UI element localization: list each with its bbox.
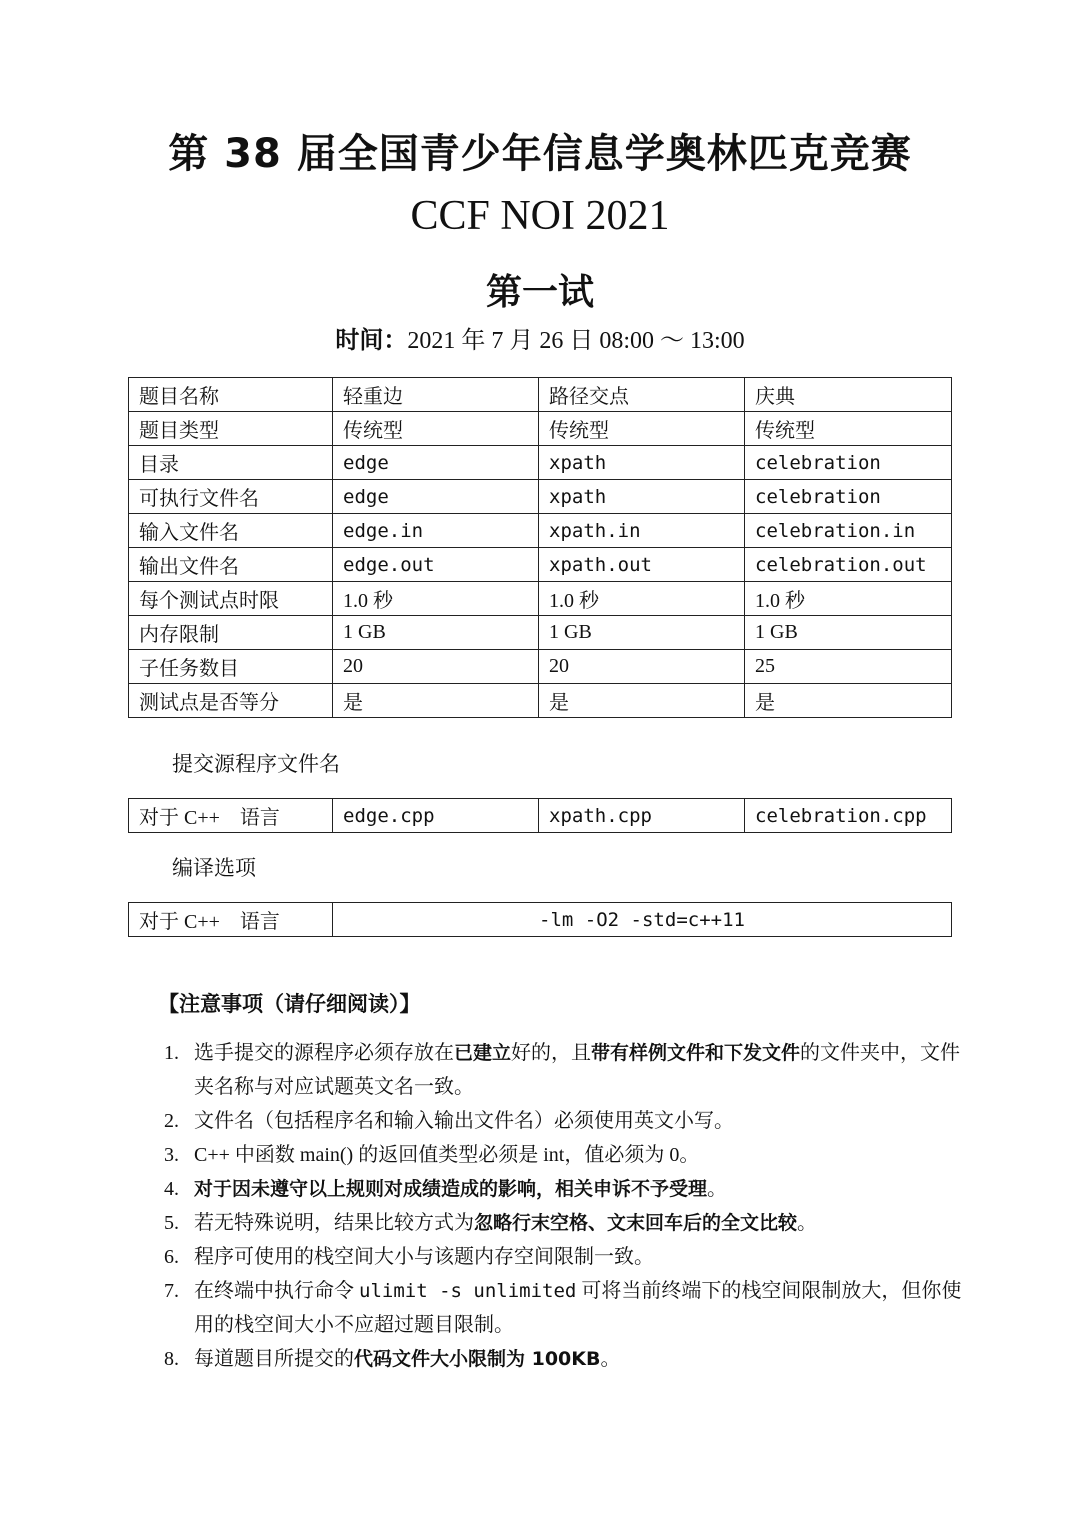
table-cell: 庆典 [745,378,952,412]
table-cell: xpath.in [539,514,745,548]
table-row [129,616,952,650]
table-cell: 是 [333,684,539,718]
table-row [129,582,952,616]
note-text: 文件名（包括程序名和输入输出文件名）必须使用英文小写。 [194,1110,734,1132]
row-label: 输出文件名 [129,548,333,582]
list-item [164,1274,964,1342]
compile-section-label: 编译选项 [172,856,256,880]
time-value: 2021 年 7 月 26 日 08:00 ～ 13:00 [407,328,745,354]
list-number: 6. [164,1246,179,1268]
table-cell: 1.0 秒 [745,582,952,616]
list-number: 5. [164,1212,179,1234]
note-text: 程序可使用的栈空间大小与该题内存空间限制一致。 [194,1246,654,1268]
compile-options: -lm -O2 -std=c++11 [333,903,952,937]
contest-time [0,320,1080,355]
table-cell: xpath [539,480,745,514]
table-row [129,446,952,480]
table-cell: celebration.cpp [745,799,952,833]
row-label: 对于 C++ 语言 [129,799,333,833]
list-item [164,1206,964,1240]
bold-text: 对于因未遵守以上规则对成绩造成的影响，相关申诉不予受理 [194,1178,708,1200]
list-item [164,1104,964,1138]
bold-text: 带有样例文件和下发文件 [591,1042,801,1064]
table-cell: 是 [539,684,745,718]
table-row [129,514,952,548]
table-cell: 传统型 [745,412,952,446]
row-label: 题目名称 [129,378,333,412]
table-cell: 25 [745,650,952,684]
table-cell: edge.cpp [333,799,539,833]
table-cell: xpath.out [539,548,745,582]
contest-title-en: CCF NOI 2021 [410,193,670,239]
table-cell: 1 GB [745,616,952,650]
table-cell: celebration.out [745,548,952,582]
table-cell: edge [333,480,539,514]
code-text: ulimit -s unlimited [359,1280,577,1302]
note-text: 选手提交的源程序必须存放在 [194,1042,454,1064]
list-item [164,1036,964,1104]
table-cell: edge [333,446,539,480]
table-cell: 传统型 [333,412,539,446]
note-text: 每道题目所提交的 [194,1348,354,1370]
notes-title: 【注意事项（请仔细阅读）】 [158,992,421,1016]
list-item [164,1172,964,1206]
list-number: 2. [164,1110,179,1132]
table-row [129,378,952,412]
table-cell: xpath [539,446,745,480]
table-cell: 是 [745,684,952,718]
list-number: 8. [164,1348,179,1370]
table-cell: 1 GB [333,616,539,650]
table-cell: xpath.cpp [539,799,745,833]
table-cell: 1 GB [539,616,745,650]
note-text: 的文件夹中，文件夹名称与对应试题英文名一致。 [194,1042,961,1098]
table-cell: 20 [333,650,539,684]
note-text: 好的，且 [511,1042,592,1064]
list-item [164,1240,964,1274]
list-number: 1. [164,1042,179,1064]
table-cell: 传统型 [539,412,745,446]
note-text: 。 [797,1212,818,1234]
problems-table [128,377,952,718]
table-cell: edge.out [333,548,539,582]
submit-table [128,798,952,833]
note-text: 。 [600,1348,621,1370]
note-text: 在终端中执行命令 [194,1280,359,1302]
table-cell: 轻重边 [333,378,539,412]
row-label: 目录 [129,446,333,480]
list-number: 7. [164,1280,179,1302]
note-text: 可将当前终端下的栈空间限制放大，但你使用的栈空间大小不应超过题目限制。 [194,1280,962,1336]
bold-text: 代码文件大小限制为 100KB [354,1348,601,1370]
table-cell: celebration [745,480,952,514]
list-item [164,1342,964,1376]
note-text: 。 [707,1178,728,1200]
row-label: 对于 C++ 语言 [129,903,333,937]
round-title: 第一试 [485,272,594,313]
note-text: C++ 中函数 main() 的返回值类型必须是 int，值必须为 0。 [194,1144,700,1166]
table-row [129,412,952,446]
time-label: 时间： [335,326,408,354]
table-cell: 1.0 秒 [539,582,745,616]
row-label: 题目类型 [129,412,333,446]
row-label: 子任务数目 [129,650,333,684]
list-number: 3. [164,1144,179,1166]
table-row [129,650,952,684]
row-label: 内存限制 [129,616,333,650]
row-label: 输入文件名 [129,514,333,548]
row-label: 每个测试点时限 [129,582,333,616]
bold-text: 忽略行末空格、文末回车后的全文比较 [474,1212,798,1234]
table-row [129,480,952,514]
note-text: 若无特殊说明，结果比较方式为 [194,1212,474,1234]
table-cell: 20 [539,650,745,684]
table-row [129,684,952,718]
compile-table [128,902,952,937]
list-number: 4. [164,1178,179,1200]
table-cell: 路径交点 [539,378,745,412]
row-label: 测试点是否等分 [129,684,333,718]
table-cell: edge.in [333,514,539,548]
contest-title: 第 38 届全国青少年信息学奥林匹克竞赛 [168,131,912,177]
table-cell: celebration [745,446,952,480]
list-item [164,1138,964,1172]
bold-text: 已建立 [454,1042,512,1064]
table-cell: celebration.in [745,514,952,548]
table-row [129,548,952,582]
row-label: 可执行文件名 [129,480,333,514]
notes-list [164,1036,964,1376]
table-row [129,903,952,937]
table-row [129,799,952,833]
table-cell: 1.0 秒 [333,582,539,616]
submit-section-label: 提交源程序文件名 [172,752,340,776]
